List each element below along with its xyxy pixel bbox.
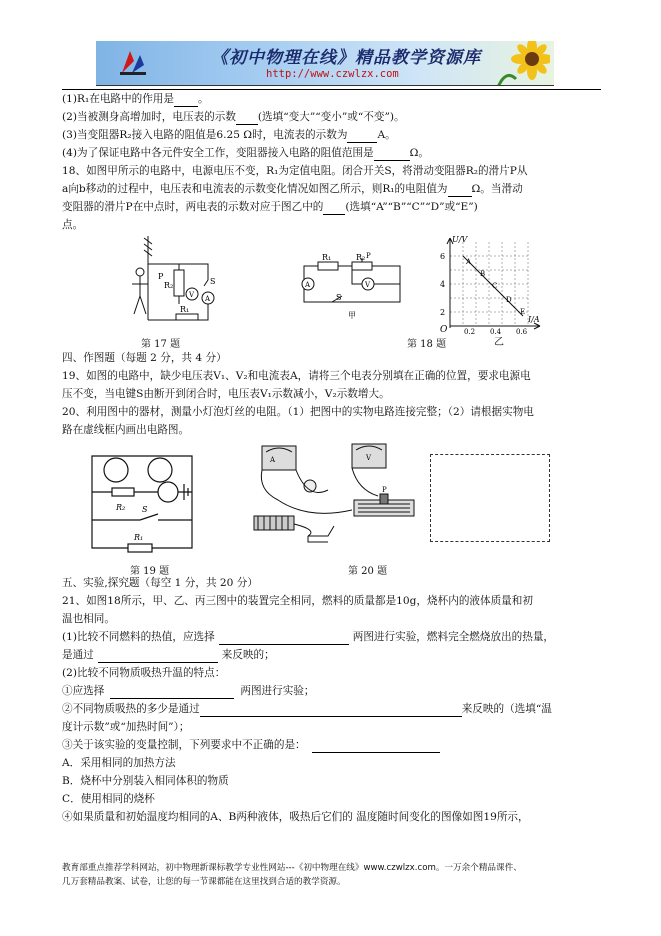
header-rule xyxy=(62,89,601,90)
page-footer xyxy=(62,861,622,889)
fig18-label-p: P xyxy=(366,252,371,260)
footer-line2: 几万套精品教案、试卷，让您的每一节课都能在这里找到合适的教学资源。 xyxy=(62,877,346,887)
fig18-xtick: 0.4 xyxy=(490,328,502,334)
section4-heading: 四、作图题（每题 2 分，共 4 分） xyxy=(62,352,227,364)
fig18-origin: O xyxy=(440,325,448,334)
q18-line4: 点。 xyxy=(62,219,84,231)
fig18-point-a: A xyxy=(466,258,472,266)
fig19-caption: 第 19 题 xyxy=(130,566,170,577)
fig18-label-s: S xyxy=(336,293,342,302)
fig19-label-r2: R₂ xyxy=(116,503,126,512)
fig17-label-r1: R₁ xyxy=(180,305,190,314)
banner-url[interactable]: http://www.czwlzx.com xyxy=(266,68,399,80)
q17-sub3: (3)当变阻器R₂接入电路的阻值是6.25 Ω时，电流表的示数为 A。 xyxy=(62,129,396,141)
fig18-point-e: E xyxy=(520,308,526,316)
banner-title: 《初中物理在线》精品教学资源库 xyxy=(211,48,481,68)
fig18-label-v: V xyxy=(365,281,371,289)
drawing-box[interactable] xyxy=(430,454,550,542)
fig17-label-r2: R₂ xyxy=(164,281,174,290)
fig17-label-p: P xyxy=(158,272,164,281)
q17-sub2: (2)当被测身高增加时，电压表的示数 (选填“变大”“变小”或“不变”)。 xyxy=(62,111,405,123)
fig18-caption: 第 18 题 xyxy=(407,339,447,350)
q21-line2: 温也相同。 xyxy=(62,613,115,625)
q21-line1: 21、如图18所示，甲、乙、丙三图中的装置完全相同，燃料的质量都是10g，烧杯内的液体质量和初 xyxy=(62,595,533,607)
figure-17-height-meter-circuit xyxy=(118,234,228,330)
header-banner xyxy=(96,41,554,86)
q21-sub1-line1: (1)比较不同燃料的热值，应选择 两图进行实验，燃料完全燃烧放出的热量， xyxy=(62,631,555,643)
q21-c4: ④如果质量和初始温度均相同的A、B两种液体，吸热后它们的 温度随时间变化的图像如图19所示， xyxy=(62,811,529,823)
fig18-ytick: 6 xyxy=(440,252,446,261)
q21-sub2: (2)比较不同物质吸热升温的特点： xyxy=(62,667,226,679)
q21-sub1-line2: 是通过 来反映的； xyxy=(62,649,275,661)
fig18-xaxis-label: I/A xyxy=(528,315,540,324)
fig19-label-s: S xyxy=(142,505,148,514)
fig18-xtick: 0.2 xyxy=(464,328,476,334)
fig20-label-a: A xyxy=(270,456,276,464)
footer-line1: 教育部重点推荐学科网站，初中物理新课标教学专业性网站---《初中物理在线》www.czwlzx.com。一万余个精品课件、 xyxy=(62,863,522,873)
section5-heading: 五、实验,探究题（每空 1 分，共 20 分） xyxy=(62,577,258,589)
site-logo-icon xyxy=(118,47,148,77)
fig18-label-r2: R₂ xyxy=(356,253,366,262)
option-c: C．使用相同的烧杯 xyxy=(62,793,155,805)
fig17-label-a: A xyxy=(205,295,211,303)
fig18-ytick: 2 xyxy=(440,308,446,317)
q21-c1: ①应选择 两图进行实验； xyxy=(62,685,315,697)
q21-c2-line1: ②不同物质吸热的多少是通过 来反映的（选填“温 xyxy=(62,703,552,715)
fig17-label-v: V xyxy=(189,291,195,299)
fig18-label-yi-caption: 乙 xyxy=(494,337,504,348)
figure-19-circuit xyxy=(88,450,200,562)
q18-line3: 变阻器的滑片P在中点时，两电表的示数对应于图乙中的 (选填“A”“B”“C”“D”或“E”) xyxy=(62,201,478,213)
q17-sub4: (4)为了保证电路中各元件安全工作，变阻器接入电路的阻值范围是 Ω。 xyxy=(62,147,430,159)
fig18-yaxis-label: U/V xyxy=(452,235,468,244)
fig18-point-b: B xyxy=(480,270,486,278)
q18-line1: 18、如图甲所示的电路中，电源电压不变，R₁为定值电阻。闭合开关S，将滑动变阻器R₂的滑片P从 xyxy=(62,165,528,177)
fig20-label-v: V xyxy=(366,454,372,462)
fig17-caption: 第 17 题 xyxy=(141,339,181,350)
fig17-label-s: S xyxy=(210,277,216,286)
fig18-label-r1: R₁ xyxy=(322,253,332,262)
fig20-label-p: P xyxy=(382,486,387,494)
q20-line1: 20、利用图中的器材，测量小灯泡灯丝的电阻。（1）把图中的实物电路连接完整；（2）请根据实物电 xyxy=(62,406,534,418)
sunflower-icon xyxy=(492,41,550,86)
q20-line2: 路在虚线框内画出电路图。 xyxy=(62,424,190,436)
figure-20-apparatus xyxy=(248,440,428,560)
figure-18-circuit-jia xyxy=(296,252,408,322)
q21-c2-line2: 度计示数”或“加热时间”）； xyxy=(62,721,190,733)
q17-sub1: (1)R₁在电路中的作用是 。 xyxy=(62,93,209,105)
q18-line2: a向b移动的过程中，电压表和电流表的示数变化情况如图乙所示，则R₁的电阻值为 Ω。当滑动 xyxy=(62,183,523,195)
figure-18-graph-yi xyxy=(428,234,558,334)
q19-line2: 压不变，当电键S由断开到闭合时，电压表V₁示数减小，V₂示数增大。 xyxy=(62,388,390,400)
fig19-label-r1: R₁ xyxy=(134,533,144,542)
fig20-caption: 第 20 题 xyxy=(348,566,388,577)
q21-c3: ③关于该实验的变量控制，下列要求中不正确的是： xyxy=(62,738,440,753)
fig18-point-d: D xyxy=(506,296,512,304)
fig18-point-c: C xyxy=(492,282,498,290)
fig18-label-jia: 甲 xyxy=(348,311,356,320)
fig18-xtick: 0.6 xyxy=(516,328,528,334)
fig18-ytick: 4 xyxy=(440,280,446,289)
q19-line1: 19、如图的电路中，缺少电压表V₁、V₂和电流表A，请将三个电表分别填在正确的位置，要求电源电 xyxy=(62,370,531,382)
fig18-label-a: A xyxy=(305,281,311,289)
option-b: B．烧杯中分别装入相同体积的物质 xyxy=(62,775,229,787)
option-a: A．采用相同的加热方法 xyxy=(62,757,176,769)
